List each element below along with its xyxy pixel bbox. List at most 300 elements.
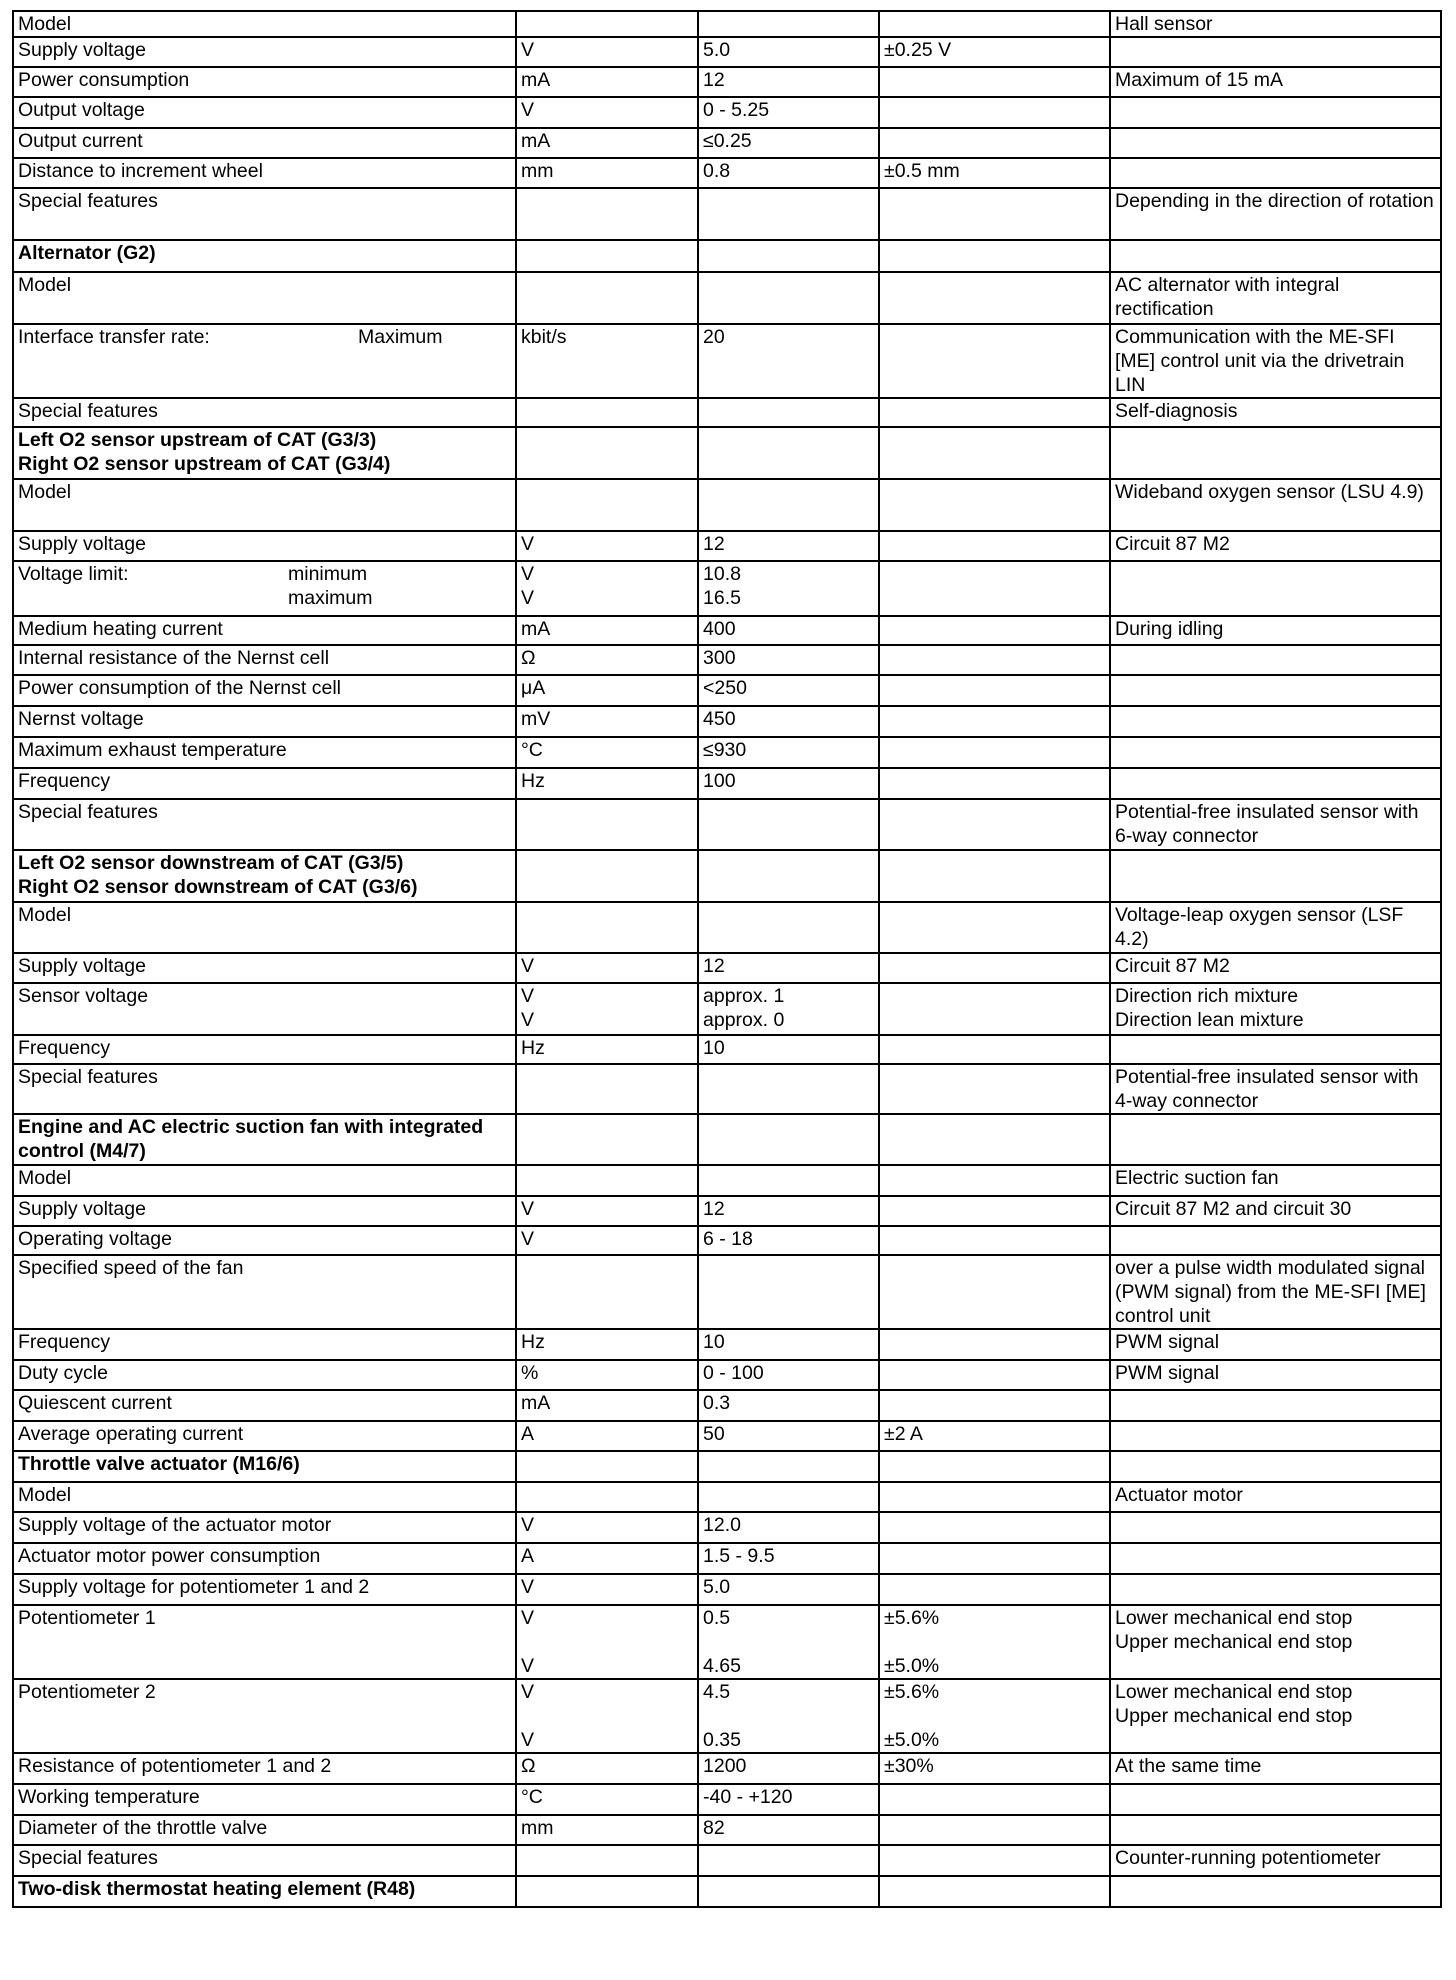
unit-text: A	[521, 1423, 535, 1445]
unit-cell	[516, 1165, 698, 1196]
table-row	[13, 1784, 1441, 1815]
table-row	[13, 953, 1441, 983]
table-row	[13, 902, 1441, 953]
value-cell	[698, 128, 879, 158]
note-cell	[1110, 1574, 1441, 1605]
parameter-cell	[13, 1574, 516, 1605]
tolerance-cell	[879, 1165, 1110, 1196]
tolerance-cell	[879, 128, 1110, 158]
note-text: Circuit 87 M2	[1115, 533, 1230, 555]
tolerance-cell	[879, 706, 1110, 737]
value-text: 100	[703, 770, 736, 792]
unit-cell	[516, 1196, 698, 1226]
value-cell	[698, 398, 879, 427]
table-row	[13, 1226, 1441, 1255]
value-cell	[698, 324, 879, 398]
unit-text: μA	[521, 677, 546, 699]
parameter-label: Special features	[18, 801, 158, 823]
tolerance-cell	[879, 272, 1110, 324]
parameter-label: Model	[18, 904, 72, 926]
table-row	[13, 37, 1441, 67]
value-cell	[698, 1035, 879, 1064]
section-title: Throttle valve actuator (M16/6)	[18, 1453, 300, 1475]
value-cell	[698, 1482, 879, 1512]
tolerance-cell	[879, 1605, 1110, 1679]
value-text: 1200	[703, 1755, 747, 1777]
note-cell	[1110, 1114, 1441, 1165]
note-cell	[1110, 37, 1441, 67]
section-header-row	[13, 427, 1441, 479]
value-cell	[698, 1543, 879, 1574]
parameter-cell	[13, 768, 516, 799]
parameter-cell	[13, 706, 516, 737]
tolerance-cell	[879, 479, 1110, 531]
unit-text: mm	[521, 160, 554, 182]
unit-text: V	[521, 1576, 535, 1598]
tolerance-cell	[879, 240, 1110, 272]
table-row	[13, 1196, 1441, 1226]
parameter-label: Actuator motor power consumption	[18, 1545, 321, 1567]
section-header-row	[13, 240, 1441, 272]
note-text: Circuit 87 M2	[1115, 955, 1230, 977]
unit-cell	[516, 1360, 698, 1390]
table-row	[13, 1255, 1441, 1329]
unit-cell	[516, 240, 698, 272]
tolerance-cell	[879, 531, 1110, 561]
parameter-label: Frequency	[18, 1331, 111, 1353]
note-cell	[1110, 768, 1441, 799]
parameter-label: Model	[18, 1167, 72, 1189]
parameter-label: Model	[18, 13, 72, 35]
parameter-label: Diameter of the throttle valve	[18, 1817, 268, 1839]
value-cell	[698, 1360, 879, 1390]
table-row	[13, 1421, 1441, 1451]
value-cell	[698, 158, 879, 188]
tolerance-cell	[879, 645, 1110, 675]
value-cell	[698, 1451, 879, 1482]
value-cell	[698, 850, 879, 902]
value-text: 12	[703, 1198, 725, 1220]
value-text: 0 - 5.25	[703, 99, 770, 121]
parameter-cell	[13, 1845, 516, 1876]
note-text: Voltage-leap oxygen sensor (LSF 4.2)	[1115, 904, 1409, 950]
note-cell	[1110, 645, 1441, 675]
parameter-cell	[13, 737, 516, 768]
unit-cell	[516, 1574, 698, 1605]
value-cell	[698, 768, 879, 799]
section-title-cell	[13, 427, 516, 479]
note-text: Potential-free insulated sensor with 4-way connector	[1115, 1066, 1424, 1112]
parameter-label: Nernst voltage	[18, 708, 144, 730]
unit-cell	[516, 953, 698, 983]
unit-text: V V	[521, 1681, 535, 1751]
note-text: Hall sensor	[1115, 13, 1213, 35]
parameter-cell	[13, 158, 516, 188]
unit-text: A	[521, 1545, 535, 1567]
tolerance-cell	[879, 1543, 1110, 1574]
tolerance-cell	[879, 616, 1110, 645]
parameter-cell	[13, 1196, 516, 1226]
value-cell	[698, 983, 879, 1035]
value-cell	[698, 1574, 879, 1605]
value-text: <250	[703, 677, 747, 699]
parameter-label: Output voltage	[18, 99, 145, 121]
note-cell	[1110, 902, 1441, 953]
value-text: 0.3	[703, 1392, 731, 1414]
table-row	[13, 531, 1441, 561]
note-text: PWM signal	[1115, 1331, 1220, 1353]
tolerance-cell	[879, 97, 1110, 128]
tolerance-cell	[879, 768, 1110, 799]
parameter-label: Internal resistance of the Nernst cell	[18, 647, 330, 669]
tolerance-cell	[879, 1876, 1110, 1907]
note-cell	[1110, 1784, 1441, 1815]
table-row	[13, 1165, 1441, 1196]
value-text: 82	[703, 1817, 725, 1839]
unit-cell	[516, 11, 698, 37]
value-text: ≤0.25	[703, 130, 752, 152]
tolerance-text: ±2 A	[884, 1423, 923, 1445]
note-cell	[1110, 128, 1441, 158]
note-text: Maximum of 15 mA	[1115, 69, 1283, 91]
value-cell	[698, 561, 879, 616]
tolerance-cell	[879, 953, 1110, 983]
value-text: 0.5 4.65	[703, 1607, 741, 1677]
tolerance-text: ±5.6% ±5.0%	[884, 1681, 940, 1751]
note-cell	[1110, 97, 1441, 128]
value-cell	[698, 1679, 879, 1753]
unit-cell	[516, 398, 698, 427]
value-cell	[698, 11, 879, 37]
parameter-cell	[13, 11, 516, 37]
tolerance-cell	[879, 1421, 1110, 1451]
unit-text: mA	[521, 618, 551, 640]
note-text: Communication with the ME-SFI [ME] control unit via the drivetrain LIN	[1115, 326, 1410, 396]
note-cell	[1110, 706, 1441, 737]
parameter-label: Model	[18, 1484, 72, 1506]
table-row	[13, 1815, 1441, 1845]
note-cell	[1110, 188, 1441, 240]
note-text: During idling	[1115, 618, 1224, 640]
note-cell	[1110, 616, 1441, 645]
parameter-cell	[13, 128, 516, 158]
unit-text: mA	[521, 1392, 551, 1414]
table-row	[13, 1512, 1441, 1543]
tolerance-cell	[879, 561, 1110, 616]
table-row	[13, 799, 1441, 850]
parameter-cell	[13, 1035, 516, 1064]
parameter-qualifier: Maximum	[358, 326, 443, 348]
parameter-cell	[13, 531, 516, 561]
note-cell	[1110, 799, 1441, 850]
table-row	[13, 1360, 1441, 1390]
section-header-row	[13, 1114, 1441, 1165]
section-title-cell	[13, 850, 516, 902]
unit-cell	[516, 97, 698, 128]
value-text: 12.0	[703, 1514, 741, 1536]
note-text: Lower mechanical end stop Upper mechanical end stop	[1115, 1681, 1353, 1727]
table-row	[13, 1064, 1441, 1114]
unit-text: V	[521, 1228, 535, 1250]
parameter-label: Supply voltage for potentiometer 1 and 2	[18, 1576, 370, 1598]
tolerance-cell	[879, 1064, 1110, 1114]
value-cell	[698, 37, 879, 67]
note-text: Actuator motor	[1115, 1484, 1243, 1506]
table-row	[13, 188, 1441, 240]
section-title: Left O2 sensor downstream of CAT (G3/5) Right O2 sensor downstream of CAT (G3/6)	[18, 852, 418, 898]
note-cell	[1110, 1226, 1441, 1255]
note-cell	[1110, 561, 1441, 616]
section-title-cell	[13, 1451, 516, 1482]
unit-cell	[516, 706, 698, 737]
table-row	[13, 561, 1441, 616]
tolerance-cell	[879, 902, 1110, 953]
table-row	[13, 479, 1441, 531]
parameter-label: Quiescent current	[18, 1392, 172, 1414]
note-cell	[1110, 1064, 1441, 1114]
parameter-cell	[13, 1064, 516, 1114]
note-cell	[1110, 1605, 1441, 1679]
note-cell	[1110, 398, 1441, 427]
note-cell	[1110, 1255, 1441, 1329]
table-row	[13, 1574, 1441, 1605]
tolerance-cell	[879, 1390, 1110, 1421]
parameter-label: Operating voltage	[18, 1228, 172, 1250]
parameter-cell	[13, 188, 516, 240]
parameter-cell	[13, 1512, 516, 1543]
parameter-cell	[13, 953, 516, 983]
tolerance-cell	[879, 1114, 1110, 1165]
tolerance-cell	[879, 850, 1110, 902]
tolerance-cell	[879, 1815, 1110, 1845]
value-text: 450	[703, 708, 736, 730]
parameter-label: Model	[18, 481, 72, 503]
note-cell	[1110, 1035, 1441, 1064]
parameter-label: Voltage limit:	[18, 563, 129, 585]
value-cell	[698, 1876, 879, 1907]
unit-cell	[516, 1753, 698, 1784]
note-cell	[1110, 272, 1441, 324]
unit-text: kbit/s	[521, 326, 567, 348]
value-cell	[698, 1226, 879, 1255]
unit-text: Ω	[521, 647, 536, 669]
unit-cell	[516, 1390, 698, 1421]
note-cell	[1110, 1482, 1441, 1512]
parameter-label: Specified speed of the fan	[18, 1257, 244, 1279]
table-row	[13, 324, 1441, 398]
note-cell	[1110, 67, 1441, 97]
tolerance-cell	[879, 675, 1110, 706]
specifications-table	[12, 10, 1442, 1908]
value-text: 400	[703, 618, 736, 640]
value-text: 0 - 100	[703, 1362, 764, 1384]
note-text: Depending in the direction of rotation	[1115, 190, 1434, 212]
unit-cell	[516, 1679, 698, 1753]
parameter-cell	[13, 675, 516, 706]
unit-cell	[516, 188, 698, 240]
note-cell	[1110, 850, 1441, 902]
value-cell	[698, 616, 879, 645]
tolerance-cell	[879, 11, 1110, 37]
tolerance-cell	[879, 1329, 1110, 1360]
parameter-cell	[13, 37, 516, 67]
section-title: Alternator (G2)	[18, 242, 156, 264]
unit-cell	[516, 983, 698, 1035]
table-row	[13, 645, 1441, 675]
unit-cell	[516, 1255, 698, 1329]
unit-cell	[516, 128, 698, 158]
unit-cell	[516, 1784, 698, 1815]
value-text: 300	[703, 647, 736, 669]
parameter-cell	[13, 67, 516, 97]
table-row	[13, 1753, 1441, 1784]
parameter-cell	[13, 561, 516, 616]
parameter-cell	[13, 616, 516, 645]
parameter-label: Average operating current	[18, 1423, 244, 1445]
unit-text: V V	[521, 985, 535, 1031]
parameter-cell	[13, 902, 516, 953]
note-cell	[1110, 1196, 1441, 1226]
tolerance-cell	[879, 1574, 1110, 1605]
value-cell	[698, 1196, 879, 1226]
parameter-label: Sensor voltage	[18, 985, 149, 1007]
parameter-label: Distance to increment wheel	[18, 160, 263, 182]
note-text: Circuit 87 M2 and circuit 30	[1115, 1198, 1352, 1220]
table-row	[13, 1605, 1441, 1679]
table-row	[13, 1035, 1441, 1064]
note-text: Self-diagnosis	[1115, 400, 1238, 422]
unit-cell	[516, 1329, 698, 1360]
value-cell	[698, 902, 879, 953]
note-cell	[1110, 1815, 1441, 1845]
parameter-cell	[13, 1679, 516, 1753]
unit-cell	[516, 1876, 698, 1907]
table-row	[13, 737, 1441, 768]
unit-cell	[516, 1815, 698, 1845]
note-cell	[1110, 1876, 1441, 1907]
parameter-label: Special features	[18, 190, 158, 212]
unit-cell	[516, 272, 698, 324]
unit-cell	[516, 902, 698, 953]
specifications-table-body	[13, 11, 1441, 1907]
section-title: Left O2 sensor upstream of CAT (G3/3) Right O2 sensor upstream of CAT (G3/4)	[18, 429, 391, 475]
value-cell	[698, 427, 879, 479]
unit-cell	[516, 67, 698, 97]
unit-text: Hz	[521, 1331, 545, 1353]
note-text: Electric suction fan	[1115, 1167, 1279, 1189]
value-text: 10	[703, 1037, 725, 1059]
value-cell	[698, 1753, 879, 1784]
tolerance-text: ±0.25 V	[884, 39, 952, 61]
value-cell	[698, 1512, 879, 1543]
parameter-label: Frequency	[18, 1037, 111, 1059]
value-cell	[698, 97, 879, 128]
tolerance-cell	[879, 324, 1110, 398]
table-row	[13, 272, 1441, 324]
note-text: Counter-running potentiometer	[1115, 1847, 1381, 1869]
value-text: 5.0	[703, 1576, 731, 1598]
note-cell	[1110, 675, 1441, 706]
tolerance-cell	[879, 398, 1110, 427]
unit-text: °C	[521, 1786, 543, 1808]
parameter-label: Supply voltage of the actuator motor	[18, 1514, 332, 1536]
parameter-label: Interface transfer rate:	[18, 326, 210, 348]
unit-text: mm	[521, 1817, 554, 1839]
table-row	[13, 158, 1441, 188]
table-row	[13, 1679, 1441, 1753]
tolerance-cell	[879, 1753, 1110, 1784]
parameter-cell	[13, 1165, 516, 1196]
note-text: over a pulse width modulated signal (PWM signal) from the ME-SFI [ME] control unit	[1115, 1257, 1432, 1327]
value-cell	[698, 1114, 879, 1165]
unit-cell	[516, 1064, 698, 1114]
unit-cell	[516, 737, 698, 768]
parameter-with-qualifier	[18, 325, 515, 349]
tolerance-cell	[879, 37, 1110, 67]
value-cell	[698, 272, 879, 324]
unit-cell	[516, 1421, 698, 1451]
parameter-cell	[13, 799, 516, 850]
note-cell	[1110, 1390, 1441, 1421]
tolerance-cell	[879, 1784, 1110, 1815]
value-text: 10.8 16.5	[703, 563, 741, 609]
value-text: 0.8	[703, 160, 731, 182]
value-text: 5.0	[703, 39, 731, 61]
table-row	[13, 675, 1441, 706]
note-text: Lower mechanical end stop Upper mechanical end stop	[1115, 1607, 1353, 1653]
parameter-label: Supply voltage	[18, 533, 146, 555]
unit-cell	[516, 1605, 698, 1679]
value-cell	[698, 1255, 879, 1329]
value-cell	[698, 675, 879, 706]
note-cell	[1110, 1753, 1441, 1784]
unit-cell	[516, 645, 698, 675]
note-cell	[1110, 1451, 1441, 1482]
note-cell	[1110, 479, 1441, 531]
parameter-label: Medium heating current	[18, 618, 223, 640]
value-cell	[698, 953, 879, 983]
parameter-with-qualifier	[18, 562, 515, 610]
note-text: Potential-free insulated sensor with 6-way connector	[1115, 801, 1424, 847]
unit-text: V V	[521, 563, 535, 609]
value-cell	[698, 706, 879, 737]
value-text: 50	[703, 1423, 725, 1445]
note-cell	[1110, 1360, 1441, 1390]
value-cell	[698, 1815, 879, 1845]
value-cell	[698, 1064, 879, 1114]
parameter-label: Duty cycle	[18, 1362, 108, 1384]
tolerance-cell	[879, 799, 1110, 850]
parameter-cell	[13, 1226, 516, 1255]
unit-cell	[516, 158, 698, 188]
value-text: 4.5 0.35	[703, 1681, 741, 1751]
parameter-cell	[13, 324, 516, 398]
note-cell	[1110, 1512, 1441, 1543]
unit-text: Hz	[521, 770, 545, 792]
parameter-cell	[13, 1360, 516, 1390]
note-cell	[1110, 324, 1441, 398]
tolerance-cell	[879, 158, 1110, 188]
table-row	[13, 983, 1441, 1035]
unit-text: Ω	[521, 1755, 536, 1777]
table-row	[13, 97, 1441, 128]
parameter-label: Supply voltage	[18, 1198, 146, 1220]
unit-text: V	[521, 1514, 535, 1536]
note-cell	[1110, 737, 1441, 768]
note-cell	[1110, 1845, 1441, 1876]
tolerance-cell	[879, 188, 1110, 240]
unit-text: mA	[521, 69, 551, 91]
